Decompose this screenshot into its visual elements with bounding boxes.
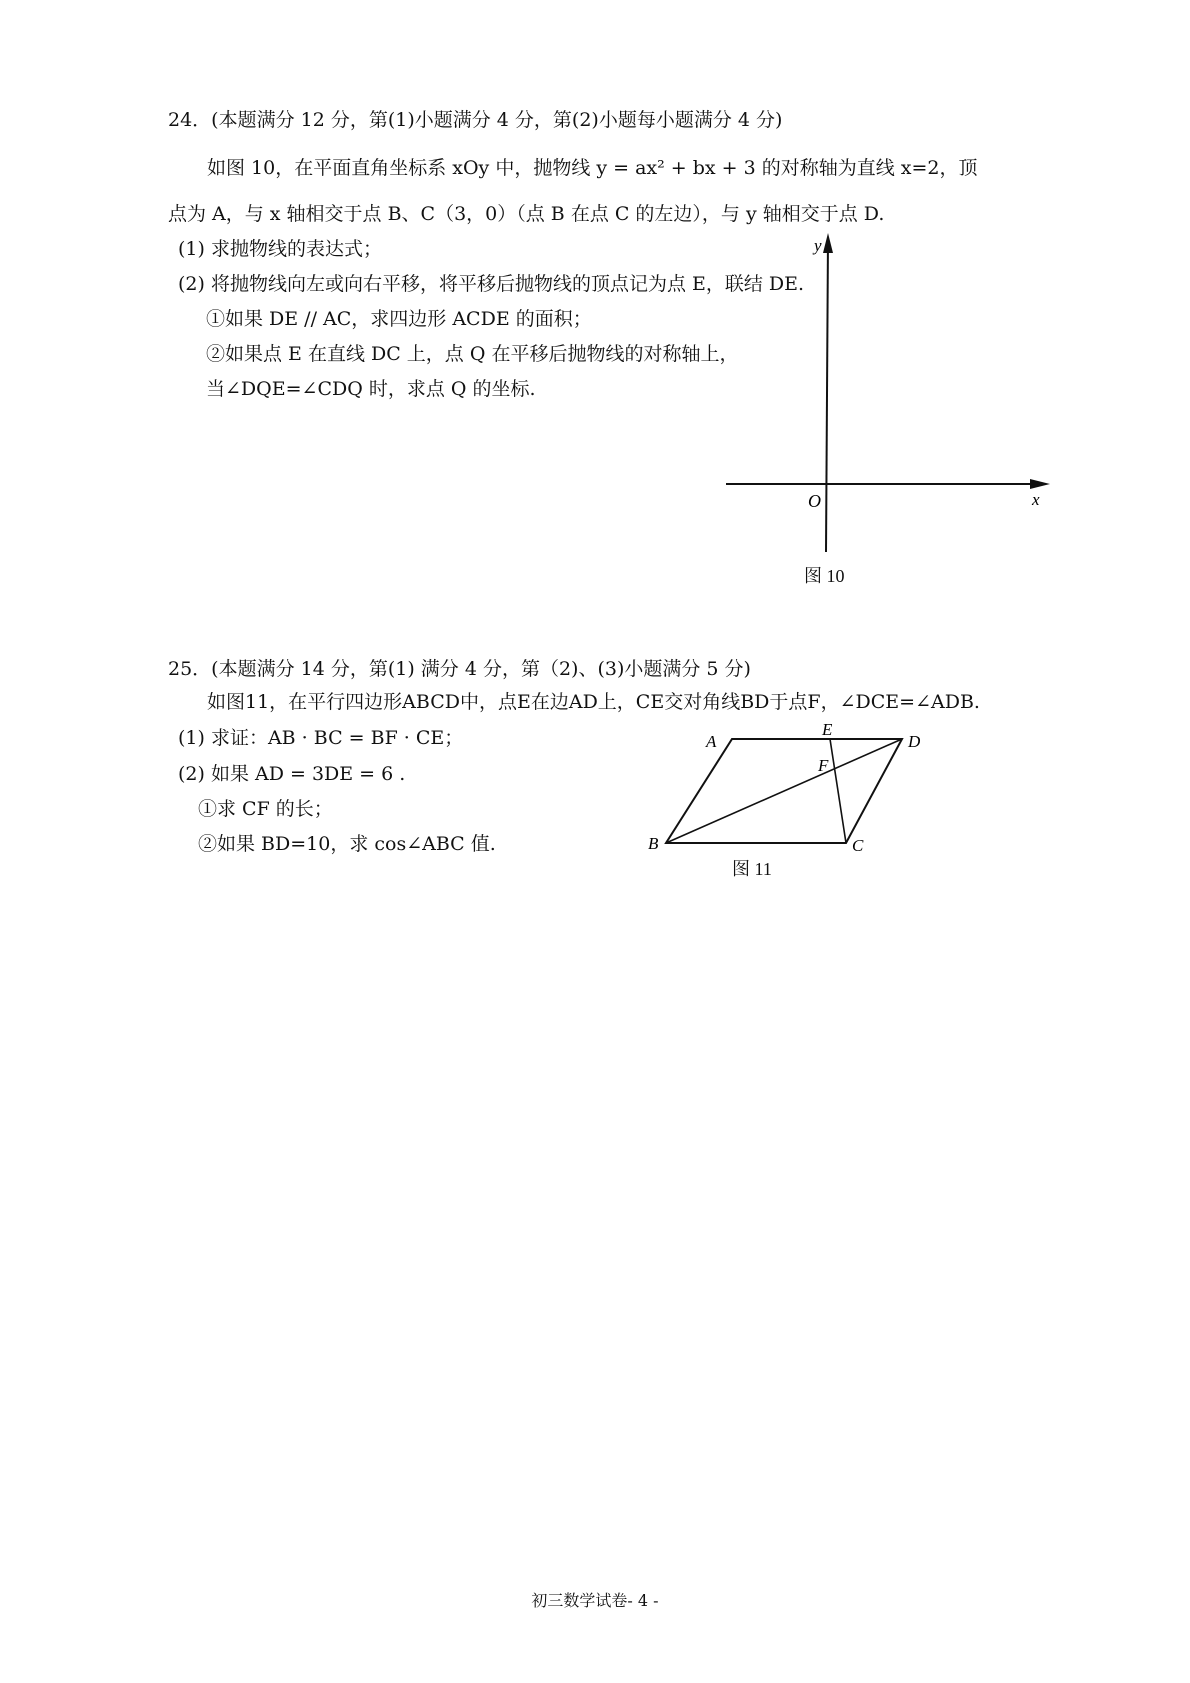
y-axis-label: y [814, 236, 822, 255]
q24-sub2b: 当∠DQE=∠CDQ 时，求点 Q 的坐标. [206, 378, 536, 400]
label-c: C [852, 836, 864, 855]
origin-label: O [808, 491, 821, 511]
q24-part1: (1) 求抛物线的表达式； [178, 238, 382, 260]
q24-stem-line2: 点为 A，与 x 轴相交于点 B、C（3，0）（点 B 在点 C 的左边），与 y 轴相交于点 D. [168, 203, 885, 225]
y-axis [826, 237, 828, 552]
diagonal-bd [666, 739, 902, 843]
q24-sub2a: ②如果点 E 在直线 DC 上，点 Q 在平移后抛物线的对称轴上， [206, 343, 739, 365]
x-axis-label: x [1032, 490, 1040, 509]
y-axis-arrow [823, 233, 833, 253]
q25-part1: (1) 求证：AB · BC = BF · CE； [178, 727, 464, 749]
q25-stem: 如图11，在平行四边形ABCD中，点E在边AD上，CE交对角线BD于点F，∠DCE=∠ADB. [207, 691, 980, 713]
figure-10-caption: 图 10 [804, 566, 845, 586]
q24-stem-line1: 如图 10，在平面直角坐标系 xOy 中，抛物线 y = ax² + bx + 3 的对称轴为直线 x=2，顶 [207, 157, 978, 179]
segment-ce [830, 739, 846, 843]
label-e: E [822, 720, 833, 739]
figure-11-caption: 图 11 [732, 859, 772, 879]
q25-sub1: ①求 CF 的长； [198, 798, 333, 820]
label-b: B [648, 834, 659, 853]
figure-10-axes [720, 225, 1060, 560]
page-footer: 初三数学试卷- 4 - [531, 1591, 659, 1610]
label-f: F [818, 756, 829, 775]
x-axis-arrow [1030, 479, 1050, 489]
q24-header: 24．(本题满分 12 分，第(1)小题满分 4 分，第(2)小题每小题满分 4 分) [168, 109, 783, 131]
figure-11-parallelogram [640, 715, 940, 865]
label-a: A [706, 732, 717, 751]
q24-part2: (2) 将抛物线向左或向右平移，将平移后抛物线的顶点记为点 E，联结 DE. [178, 273, 805, 295]
q25-part2: (2) 如果 AD = 3DE = 6 . [178, 763, 406, 785]
q24-sub1: ①如果 DE // AC，求四边形 ACDE 的面积； [206, 308, 592, 330]
q25-sub2: ②如果 BD=10，求 cos∠ABC 值. [198, 833, 496, 855]
label-d: D [908, 732, 921, 751]
q25-header: 25．(本题满分 14 分，第(1) 满分 4 分，第（2)、(3)小题满分 5 分) [168, 658, 751, 680]
